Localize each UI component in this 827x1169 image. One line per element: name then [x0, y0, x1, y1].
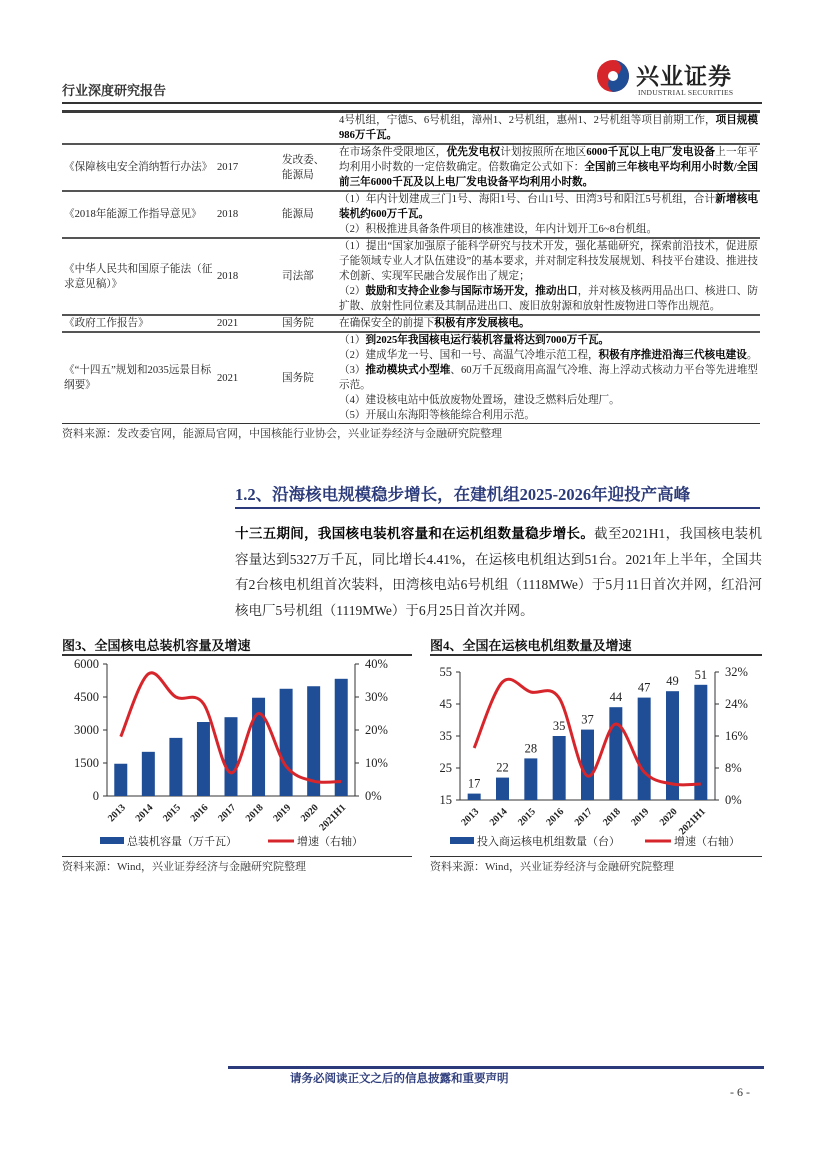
bar-data-label: 17	[467, 776, 481, 791]
table-row	[62, 238, 760, 315]
header-rule	[62, 102, 762, 104]
x-tick-label: 2021H1	[676, 806, 708, 838]
cell-year: 2018	[215, 191, 280, 238]
fig4-title: 图4、全国在运核电机组数量及增速	[430, 638, 632, 654]
x-tick-label: 2016	[544, 806, 567, 829]
y-tick-label: 25	[439, 760, 452, 775]
x-tick-label: 2021H1	[317, 802, 349, 834]
bar	[197, 722, 210, 796]
footer-rule	[228, 1066, 764, 1069]
bar-data-label: 51	[694, 667, 708, 682]
cell-content	[335, 191, 760, 238]
bar-data-label: 28	[524, 741, 538, 756]
bold-text: 推动模块式小型堆	[365, 365, 451, 376]
bold-text: 全国前三年核电平均利用小时数/全国前三年6000千瓦及以上电厂发电设备平均利用小时数。	[339, 162, 758, 188]
cell-content	[335, 144, 760, 191]
bar	[694, 685, 707, 800]
bar	[553, 736, 566, 800]
bar-data-label: 37	[581, 712, 594, 727]
legend-bar-label: 总装机容量（万千瓦）	[127, 835, 237, 848]
page-number: - 6 -	[730, 1085, 750, 1099]
cell-title: 《政府工作报告》	[62, 315, 215, 332]
cell-dept: 国务院	[280, 315, 335, 332]
legend-bar-swatch	[100, 837, 124, 844]
bar-data-label: 49	[666, 674, 679, 689]
bar	[114, 764, 127, 796]
x-tick-label: 2017	[216, 802, 239, 825]
cell-year: 2021	[215, 315, 280, 332]
legend-line-label: 增速（右轴）	[674, 835, 740, 848]
cell-content	[335, 315, 760, 332]
fig3-title: 图3、全国核电总装机容量及增速	[62, 638, 251, 654]
fig4-source: 资料来源：Wind，兴业证券经济与金融研究院整理	[430, 861, 674, 874]
cell-dept: 能源局	[280, 191, 335, 238]
x-tick-label: 2018	[601, 806, 623, 829]
text: 在确保安全的前提下	[339, 318, 435, 329]
bar	[280, 689, 293, 796]
cell-title: 《2018年能源工作指导意见》	[62, 191, 215, 238]
bold-text: 鼓励和支持企业参与国际市场开发，推动出口	[365, 286, 578, 297]
y2-tick-label: 30%	[365, 689, 388, 704]
y-tick-label: 55	[439, 664, 452, 679]
para-lead: 十三五期间，我国核电装机容量和在运机组数量稳步增长。	[235, 526, 595, 541]
logo-icon	[596, 58, 630, 94]
cell-title: 《中华人民共和国原子能法（征求意见稿）》	[62, 238, 215, 315]
cell-dept: 司法部	[280, 238, 335, 315]
logo-text-cn: 兴业证券	[636, 64, 732, 89]
x-tick-label: 2016	[188, 802, 211, 825]
y2-tick-label: 8%	[725, 760, 742, 775]
bold-text: 积极有序发展核电。	[434, 318, 530, 329]
bold-text: 积极有序推进沿海三代核电建设	[598, 350, 747, 361]
bar	[496, 777, 509, 799]
text: 上一年平均利用小时数的一定倍数确定。倍数确定公式如下：	[339, 147, 759, 173]
bold-text: 新增核电装机约600万千瓦。	[339, 194, 759, 220]
text: 、60万千瓦级商用高温气冷堆、海上浮动式核动力平台等先进堆型示范。 （4）建设核电站中低放废物处置场，建设乏燃料后处理厂。 （5）开展山东海阳等核能综合利用示范。	[339, 365, 759, 421]
bar	[142, 752, 155, 796]
fig3-chart	[60, 656, 420, 856]
text: （2）建成华龙一号、国和一号、高温气冷堆示范工程，	[339, 350, 599, 361]
x-tick-label: 2018	[243, 802, 266, 825]
fig3-rule-bottom	[62, 856, 412, 858]
y-tick-label: 4500	[74, 689, 99, 704]
y-tick-label: 45	[439, 696, 452, 711]
text: （1）提出“国家加强原子能科学研究与技术开发，强化基础研究，探索前沿技术，促进原子能领域专业人才队伍建设”的基本要求，并对制定科技发展规划、科技平台建设、推进技术创新、实现军民融合发展作出了规定； （2）	[339, 241, 758, 297]
fig3-source: 资料来源：Wind，兴业证券经济与金融研究院整理	[62, 861, 306, 874]
cell-title: 《保障核电安全消纳暂行办法》	[62, 144, 215, 191]
y2-tick-label: 0%	[725, 792, 742, 807]
bar	[638, 697, 651, 799]
footer-disclaimer: 请务必阅读正文之后的信息披露和重要声明	[290, 1073, 509, 1085]
x-tick-label: 2019	[629, 806, 652, 829]
legend-bar-swatch	[450, 837, 474, 844]
y-tick-label: 3000	[74, 722, 99, 737]
section-paragraph	[235, 521, 762, 623]
bar	[468, 793, 481, 799]
cell-year: 2021	[215, 332, 280, 424]
x-tick-label: 2014	[487, 806, 510, 829]
y-tick-label: 0	[92, 788, 99, 803]
table-source: 资料来源：发改委官网，能源局官网，中国核能行业协会，兴业证券经济与金融研究院整理	[62, 428, 502, 440]
table-row	[62, 332, 760, 424]
report-type: 行业深度研究报告	[62, 83, 167, 98]
legend-bar-label: 投入商运核电机组数量（台）	[477, 835, 620, 848]
y2-tick-label: 0%	[365, 788, 382, 803]
x-tick-label: 2017	[572, 806, 595, 829]
y2-tick-label: 20%	[365, 722, 388, 737]
bar-data-label: 22	[496, 760, 509, 775]
text: （1）年内计划建成三门1号、海阳1号、台山1号、田湾3号和阳江5号机组，合计	[339, 194, 716, 205]
y2-tick-label: 32%	[725, 664, 748, 679]
cell-year	[215, 112, 280, 145]
x-tick-label: 2019	[271, 802, 294, 825]
cell-year: 2018	[215, 238, 280, 315]
table-row	[62, 315, 760, 332]
y2-tick-label: 10%	[365, 755, 388, 770]
x-tick-label: 2020	[298, 802, 321, 825]
bar	[225, 717, 238, 796]
bold-text: 优先发电权	[446, 147, 501, 158]
text: （2）积极推进具备条件项目的核准建设，年内计划开工6~8台机组。	[339, 224, 658, 235]
y2-tick-label: 40%	[365, 656, 388, 671]
fig4	[430, 637, 762, 874]
bold-text: 项目规模986万千瓦。	[339, 115, 759, 141]
y2-tick-label: 24%	[725, 696, 748, 711]
cell-title	[62, 112, 215, 145]
text: 4号机组，宁德5、6号机组，漳州1、2号机组，惠州1、2号机组等项目前期工作，	[339, 115, 716, 126]
cell-content	[335, 332, 760, 424]
cell-content	[335, 238, 760, 315]
legend-line-label: 增速（右轴）	[297, 835, 363, 848]
fig4-rule-bottom	[430, 856, 762, 858]
text: （1）	[339, 335, 366, 346]
fig3	[62, 637, 412, 874]
text: 在市场条件受限地区，	[339, 147, 447, 158]
bold-text: 6000千瓦以上电厂发电设备	[586, 147, 716, 158]
figures-row	[62, 637, 762, 874]
text: ，并对核及核两用品出口、核进口、防扩散、放射性同位素及其制品进出口、废旧放射源和放射性废物进口等作出规范。	[339, 286, 759, 312]
fig4-chart	[420, 656, 760, 856]
company-logo	[596, 58, 766, 98]
x-tick-label: 2020	[657, 806, 680, 829]
table-row	[62, 112, 760, 145]
x-tick-label: 2015	[161, 802, 184, 825]
bar	[335, 679, 348, 796]
x-tick-label: 2014	[133, 802, 156, 825]
cell-dept	[280, 112, 335, 145]
y-tick-label: 6000	[74, 656, 99, 671]
x-tick-label: 2013	[105, 802, 128, 825]
section-title: 1.2、沿海核电规模稳步增长，在建机组2025-2026年迎投产高峰	[235, 485, 760, 509]
bar	[609, 707, 622, 800]
y2-tick-label: 16%	[725, 728, 748, 743]
policy-table	[62, 110, 760, 424]
x-tick-label: 2015	[516, 806, 538, 829]
x-tick-label: 2013	[459, 806, 482, 829]
cell-title: 《“十四五”规划和2035远景目标纲要》	[62, 332, 215, 424]
y-tick-label: 35	[439, 728, 452, 743]
bar	[581, 729, 594, 799]
cell-content	[335, 112, 760, 145]
table-row	[62, 144, 760, 191]
logo-text-en: INDUSTRIAL SECURITIES	[638, 88, 734, 97]
bold-text: 到2025年我国核电运行装机容量将达到7000万千瓦。	[365, 335, 610, 346]
text: 计划按照所在地区	[500, 147, 587, 158]
cell-dept: 国务院	[280, 332, 335, 424]
cell-dept: 发改委、能源局	[280, 144, 335, 191]
y-tick-label: 15	[439, 792, 452, 807]
bar-data-label: 44	[609, 690, 623, 705]
y-tick-label: 1500	[74, 755, 99, 770]
bar	[524, 758, 537, 800]
para-body: 截至2021H1，我国核电装机容量达到5327万千瓦，同比增长4.41%，在运核电机组达到51台。2021年上半年，全国共有2台核电机组首次装料，田湾核电站6号机组（1118MWe）于5月11日首次并网，红沿河核电厂5号机组（1119MWe）于6月25日首次并网。	[235, 526, 762, 618]
text: 。 （3）	[339, 350, 758, 376]
main-content	[62, 110, 762, 874]
bar-data-label: 35	[552, 718, 566, 733]
bar	[169, 738, 182, 796]
cell-year: 2017	[215, 144, 280, 191]
bar-data-label: 47	[637, 680, 651, 695]
table-row	[62, 191, 760, 238]
